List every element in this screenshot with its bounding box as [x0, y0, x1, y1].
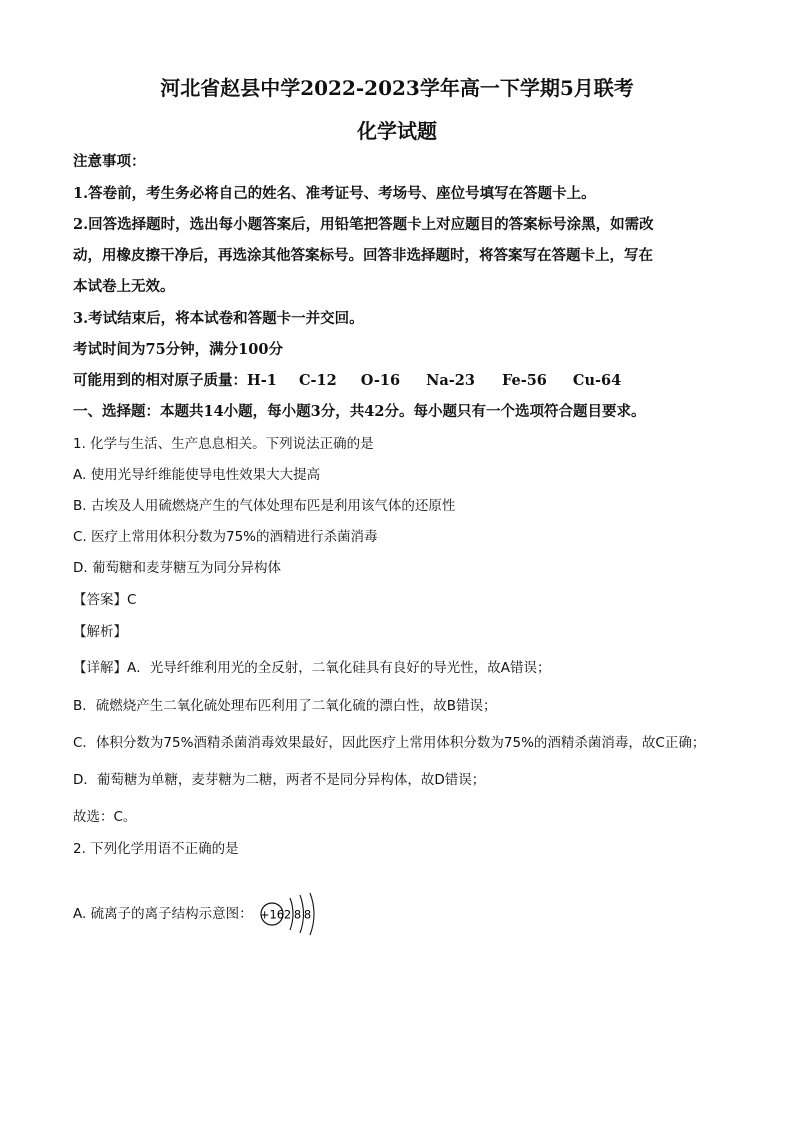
atomic-mass-o: O-16: [360, 372, 401, 389]
q1-conclusion: 故选：C。: [73, 809, 137, 825]
q2-option-a: [73, 892, 329, 936]
exam-subject: 化学试题: [357, 119, 437, 143]
q1-option-c: C. 医疗上常用体积分数为75%的酒精进行杀菌消毒: [73, 529, 378, 545]
q1-detail-b: B．硫燃烧产生二氧化硫处理布匹利用了二氧化硫的漂白性，故B错误；: [73, 698, 497, 714]
exam-time: 考试时间为75分钟，满分100分: [73, 341, 283, 358]
nucleus-charge: +16: [259, 907, 285, 922]
shell-3-electrons: 8: [303, 907, 312, 922]
section-1-heading: 一、选择题：本题共14小题，每小题3分，共42分。每小题只有一个选项符合题目要求。: [73, 403, 646, 420]
q2-option-a-text: A. 硫离子的离子结构示意图：: [73, 906, 253, 922]
shell-2-electrons: 8: [293, 907, 302, 922]
atomic-mass-fe: Fe-56: [501, 372, 547, 389]
q2-stem: 2. 下列化学用语不正确的是: [73, 841, 239, 857]
q1-analysis-label: 【解析】: [73, 624, 127, 640]
q1-stem: 1. 化学与生活、生产息息相关。下列说法正确的是: [73, 436, 374, 452]
exam-title: 河北省赵县中学2022-2023学年高一下学期5月联考: [160, 76, 634, 100]
atomic-mass-cu: Cu-64: [572, 372, 622, 389]
sulfur-ion-structure-diagram: [259, 892, 329, 936]
notice-heading: 注意事项：: [73, 153, 146, 170]
shell-1-electrons: 2: [283, 907, 292, 922]
q1-option-a: A. 使用光导纤维能使导电性效果大大提高: [73, 467, 321, 483]
q1-detail-c: C．体积分数为75%酒精杀菌消毒效果最好，因此医疗上常用体积分数为75%的酒精杀菌消毒，故C正确；: [73, 735, 706, 751]
q1-answer: 【答案】C: [73, 592, 137, 608]
notice-item-2-line-2: 动，用橡皮擦干净后，再选涂其他答案标号。回答非选择题时，将答案写在答题卡上，写在: [73, 247, 653, 264]
notice-item-2-line-3: 本试卷上无效。: [73, 278, 175, 295]
atomic-mass-na: Na-23: [426, 372, 475, 389]
atomic-mass-c: C-12: [299, 372, 337, 389]
atomic-mass-row: 可能用到的相对原子质量：H-1 C-12 O-16 Na-23 Fe-56 Cu-64: [73, 369, 621, 390]
notice-item-2-line-1: 2.回答选择题时，选出每小题答案后，用铅笔把答题卡上对应题目的答案标号涂黑，如需改: [73, 216, 654, 233]
q1-option-b: B. 古埃及人用硫燃烧产生的气体处理布匹是利用该气体的还原性: [73, 498, 456, 514]
atomic-mass-label: 可能用到的相对原子质量：: [73, 372, 247, 389]
q1-detail-d: D．葡萄糖为单糖，麦芽糖为二糖，两者不是同分异构体，故D错误；: [73, 772, 486, 788]
notice-item-1: 1.答卷前，考生务必将自己的姓名、准考证号、考场号、座位号填写在答题卡上。: [73, 185, 596, 202]
q1-option-d: D. 葡萄糖和麦芽糖互为同分异构体: [73, 560, 281, 576]
notice-item-3: 3.考试结束后，将本试卷和答题卡一并交回。: [73, 310, 364, 327]
q1-detail-a: 【详解】A．光导纤维利用光的全反射，二氧化硅具有良好的导光性，故A错误；: [73, 660, 551, 676]
